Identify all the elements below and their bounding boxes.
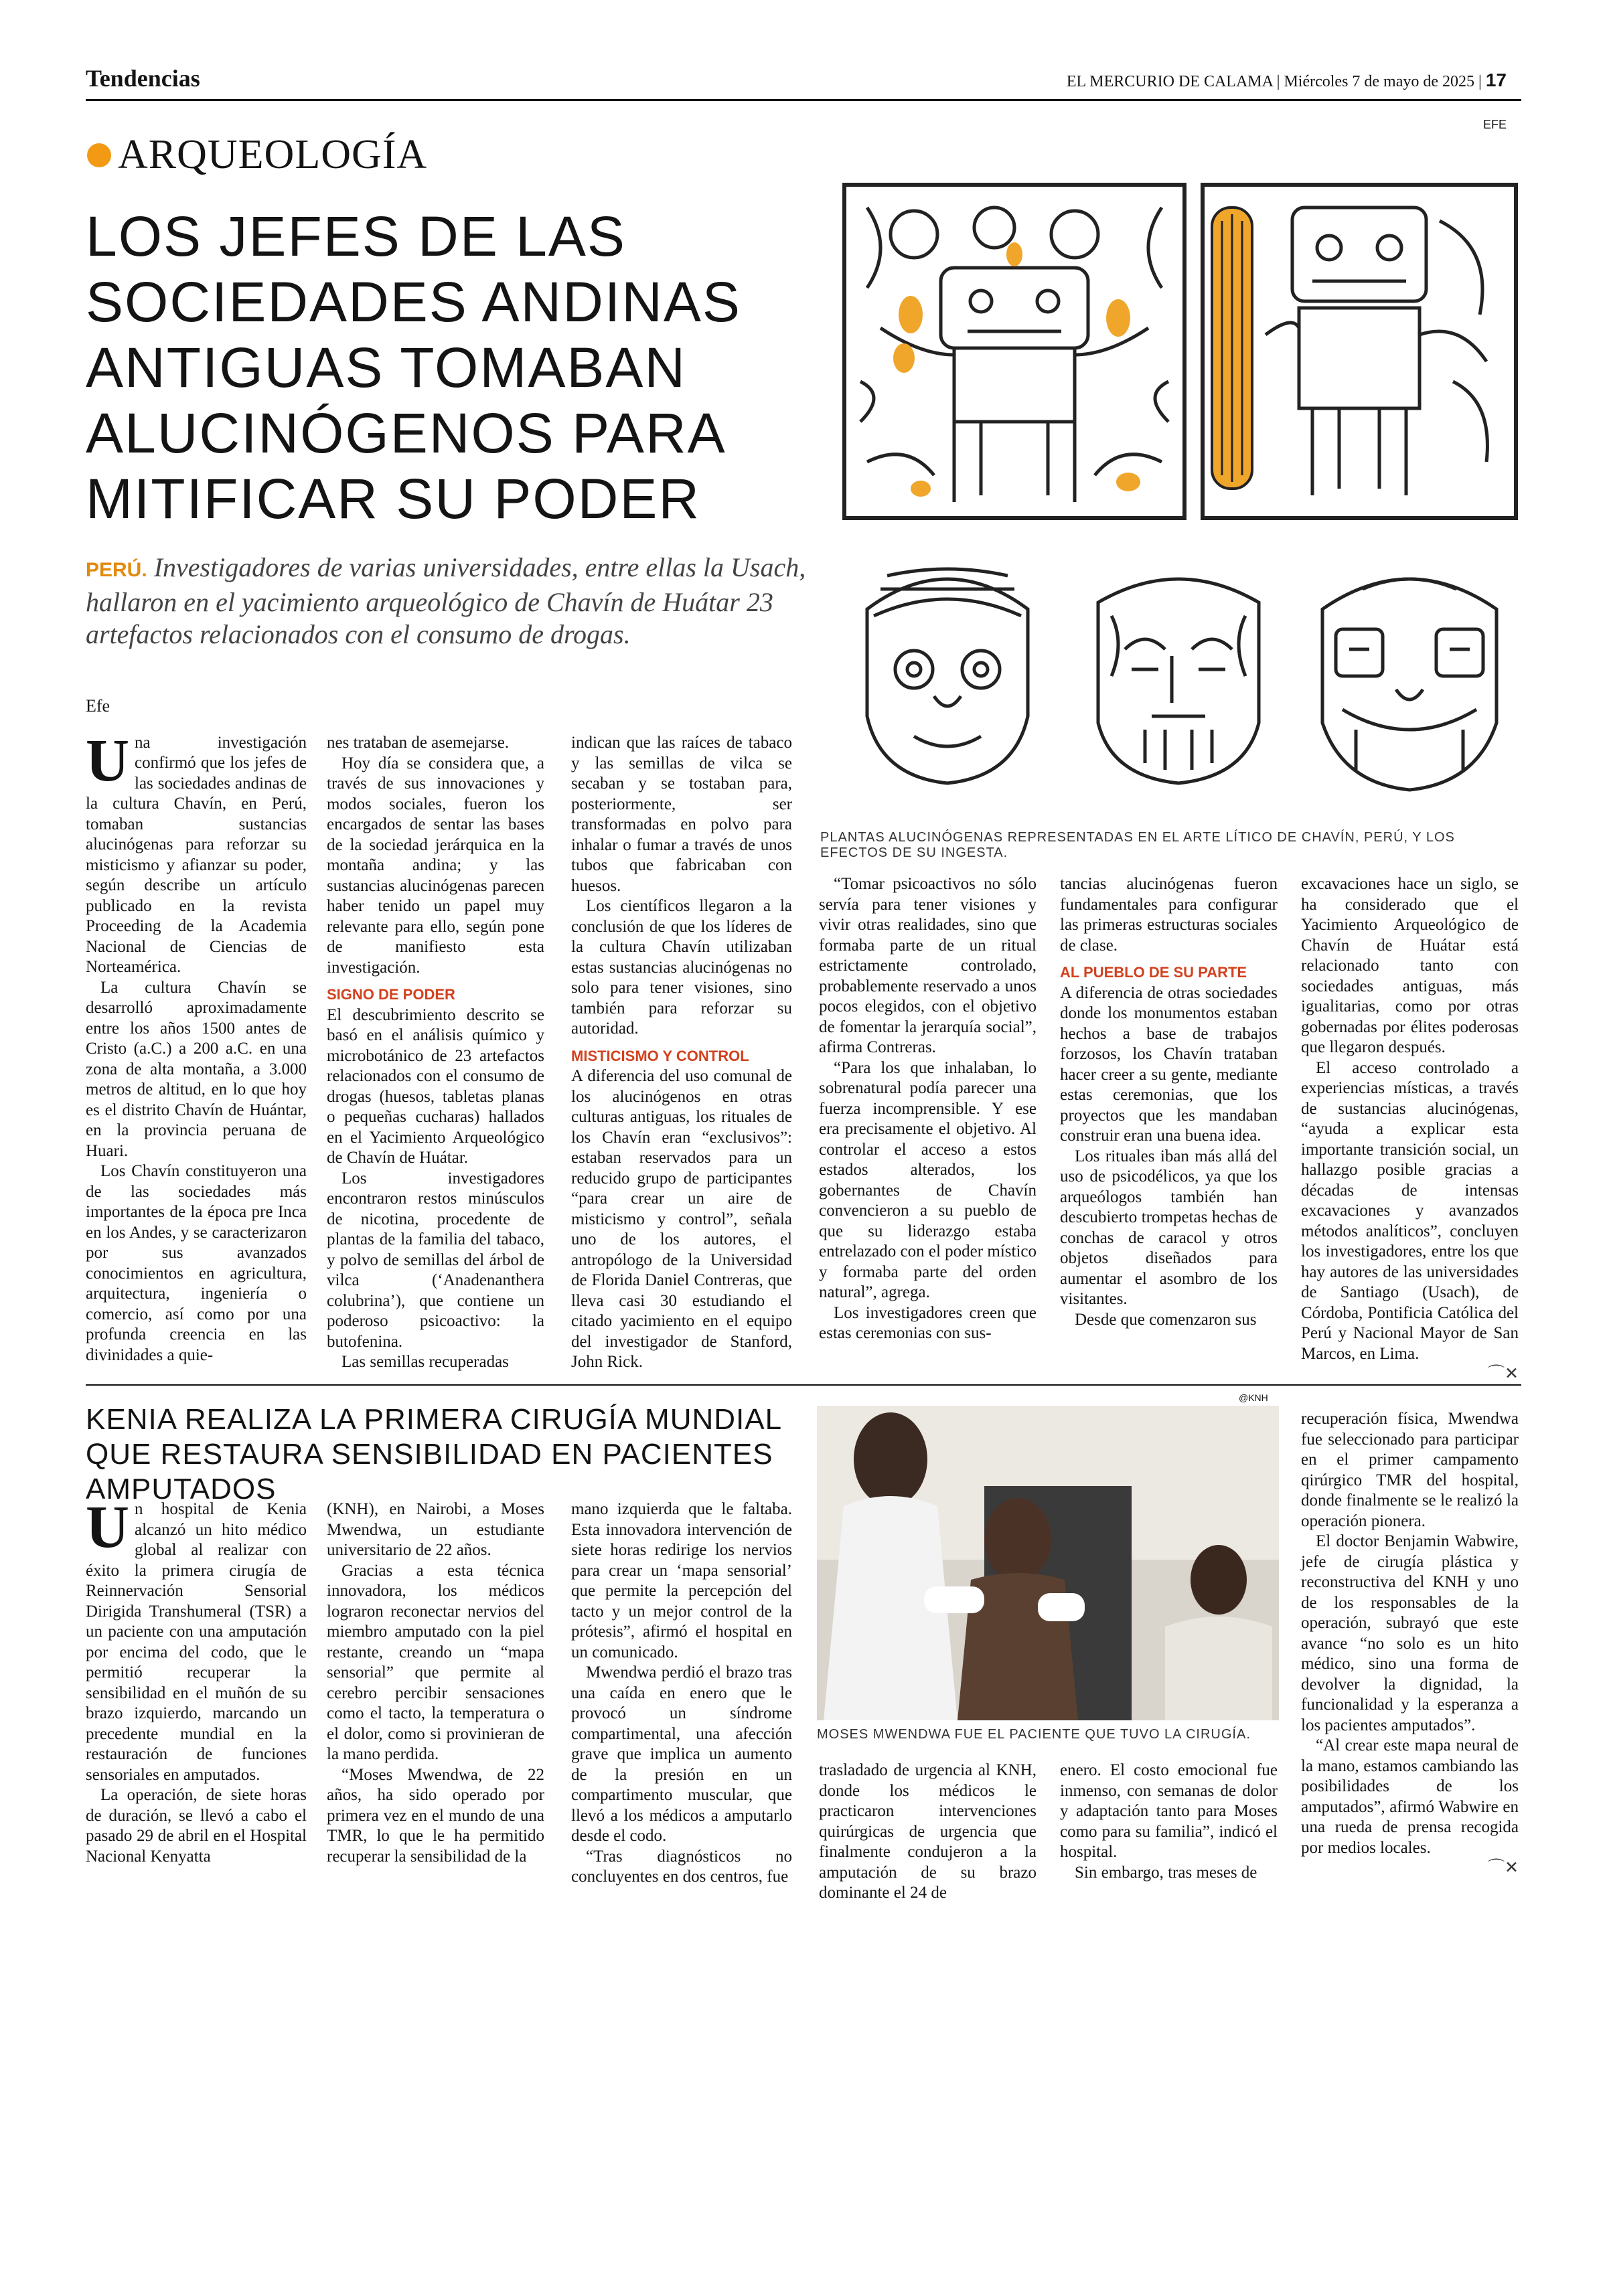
article2-column-2 bbox=[327, 1499, 544, 1867]
paragraph: A diferencia de otras sociedades donde los monumentos estaban hechos a base de trabajos forzosos, los Chavín trataban hacer creer a su gente, mediante estas ceremonias, que los proyectos que les mandaban construir eran una buena idea. bbox=[1060, 983, 1278, 1145]
article2-column-6 bbox=[1301, 1409, 1519, 1879]
paragraph: Sin embargo, tras meses de bbox=[1075, 1863, 1257, 1882]
paragraph: excavaciones hace un siglo, se ha considerado que el Yacimiento Arqueológico de Chavín de Huátar está relacionado tanto con sociedades antiguas, más igualitarias, como por otras gobernadas por élites poderosas que llegaron después. bbox=[1301, 875, 1519, 1056]
subhead-signo-de-poder: SIGNO DE PODER bbox=[327, 986, 455, 1003]
end-mark-icon: ⌒✕ bbox=[1488, 1859, 1519, 1877]
byline: Efe bbox=[86, 696, 110, 716]
paragraph-text: n hospital de Kenia alcanzó un hito médico global al realizar con éxito la primera cirugía de Reinnervación Sensorial Dirigida Transhumeral (TSR) a un paciente con una amputación por encima del codo, que le permitió recuperar la sensibilidad en el muñón de su brazo izquierdo, marcando un precedente mundial en la restauración de funciones sensoriales en amputados. bbox=[86, 1500, 307, 1784]
article1-column-1 bbox=[86, 696, 307, 1366]
paragraph bbox=[86, 1494, 307, 1785]
paragraph: enero. El costo emocional fue inmenso, con semanas de dolor y adaptación tanto para Moses como para su familia”, indicó el hospital. bbox=[1060, 1761, 1278, 1861]
article2-column-1 bbox=[86, 1494, 307, 1867]
paragraph: Los científicos llegaron a la conclusión de que los líderes de la cultura Chavín utilizaban estas sustancias alucinógenas no solo para tener visiones, sino también para reforzar su autoridad. bbox=[571, 897, 792, 1038]
end-mark-icon: ⌒✕ bbox=[1488, 1365, 1519, 1383]
paragraph: nes trataban de asemejarse. bbox=[327, 734, 510, 752]
paragraph: La cultura Chavín se desarrolló aproximadamente entre los años 1500 antes de Cristo (a.C.) a 200 a.C. en una zona de alta montaña, a 3.000 metros de altitud, en lo que hoy es el distrito Chavín de Huántar, en la provincia peruana de Huari. bbox=[86, 978, 307, 1160]
headline: LOS JEFES DE LAS SOCIEDADES ANDINAS ANTIGUAS TOMABAN ALUCINÓGENOS PARA MITIFICAR SU PODER bbox=[86, 205, 741, 530]
paragraph: “Al crear este mapa neural de la mano, estamos cambiando las posibilidades de los amputados”, afirmó Wabwire en una rueda de prensa recogida por medios locales. bbox=[1301, 1736, 1519, 1857]
paragraph: El descubrimiento descrito se basó en el análisis químico y microbotánico de 23 artefactos relacionados con el consumo de drogas (huesos, tabletas planas o pequeñas cucharas) hallados en el Yacimiento Arqueológico de Chavín de Huátar. bbox=[327, 1005, 544, 1167]
stone-head-illustration-1 bbox=[840, 556, 1055, 797]
paragraph: El doctor Benjamin Wabwire, jefe de cirugía plástica y reconstructiva del KNH y uno de los responsables de la operación, subrayó que este avance “no solo es un hito médico, sino una forma de devolver la dignidad, la funcionalidad y la esperanza a los pacientes amputados”. bbox=[1301, 1532, 1519, 1734]
issue-date: Miércoles 7 de mayo de 2025 bbox=[1284, 73, 1475, 90]
paragraph: Los Chavín constituyeron una de las sociedades más importantes de la época pre Inca en los Andes, y se caracterizaron por sus avanzados conocimientos en agricultura, arquitectura, ingeniería o comercio, así como por una profunda creencia en las divinidades a quie- bbox=[86, 1162, 307, 1364]
article2-column-4 bbox=[819, 1760, 1037, 1904]
photo-credit-knh: @KNH bbox=[1239, 1392, 1268, 1403]
paragraph: recuperación física, Mwendwa fue seleccionado para participar en el primer campamento qirúrgico TMR del hospital, donde finalmente se le realizó la operación pionera. bbox=[1301, 1410, 1519, 1530]
article1-column-2 bbox=[327, 733, 544, 1373]
paragraph: Las semillas recuperadas bbox=[341, 1353, 509, 1371]
paragraph: Hoy día se considera que, a través de sus innovaciones y modos sociales, fueron los encargados de sentar las bases de la sociedad jerárquica en la montaña andina; y las sustancias alucinógenas parecen haber tenido un papel muy relevante para ello, según pone de manifiesto esta investigación. bbox=[327, 754, 544, 977]
stone-head-illustration-3 bbox=[1302, 556, 1517, 797]
page-number: 17 bbox=[1485, 70, 1507, 90]
chavin-carving-illustration-2 bbox=[1199, 181, 1520, 522]
paragraph: (KNH), en Nairobi, a Moses Mwendwa, un estudiante universitario de 22 años. bbox=[327, 1500, 544, 1559]
paragraph: Los investigadores creen que estas ceremonias con sus- bbox=[819, 1303, 1037, 1342]
paragraph: trasladado de urgencia al KNH, donde los médicos le practicaron intervenciones quirúrgicas de urgencia que finalmente condujeron a la amputación de su brazo dominante el 24 de bbox=[819, 1761, 1037, 1902]
paragraph: El acceso controlado a experiencias místicas, a través de sustancias alucinógenas, “ayuda a explicar esta importante transición social, un hallazgo posible gracias a décadas de intensas excavaciones y avanzados métodos analíticos”, concluyen los investigadores, entre los que hay autores de las universidades de Santiago (Usach), de Córdoba, Pontificia Católica del Perú y Nacional Mayor de San Marcos, en Lima. bbox=[1301, 1058, 1519, 1363]
section-name: Tendencias bbox=[86, 65, 200, 92]
paragraph: “Para los que inhalaban, lo sobrenatural podía parecer una fuerza incomprensible. Y ese era precisamente el objetivo. Al controlar el acceso a estos estados alterados, los gobernantes de Chavín convencieron a su pueblo de que su liderazgo estaba entrelazado con el poder místico y formaba parte del orden natural”, agrega. bbox=[819, 1058, 1037, 1301]
subhead-al-pueblo-de-su-parte: AL PUEBLO DE SU PARTE bbox=[1060, 964, 1247, 981]
subhead-misticismo-y-control: MISTICISMO Y CONTROL bbox=[571, 1047, 749, 1064]
deck bbox=[86, 552, 809, 651]
surgery-patient-photo bbox=[817, 1406, 1279, 1720]
paragraph: Desde que comenzaron sus bbox=[1075, 1310, 1257, 1329]
article1-column-6 bbox=[1301, 874, 1519, 1385]
kicker: ARQUEOLOGÍA bbox=[118, 132, 428, 177]
headline-kenia: KENIA REALIZA LA PRIMERA CIRUGÍA MUNDIAL QUE RESTAURA SENSIBILIDAD EN PACIENTES AMPUTADOS bbox=[86, 1403, 781, 1505]
paragraph: mano izquierda que le faltaba. Esta innovadora intervención de siete horas redirige los nervios para crear un ‘mapa sensorial’ que permite la percepción del tacto y un mejor control de la prótesis”, afirmó el hospital en un comunicado. bbox=[571, 1500, 792, 1661]
masthead: EL MERCURIO DE CALAMA | Miércoles 7 de mayo de 2025 | 17 bbox=[1066, 70, 1507, 90]
paragraph: La operación, de siete horas de duración, se llevó a cabo el pasado 29 de abril en el Hospital Nacional Kenyatta bbox=[86, 1786, 307, 1866]
article1-column-4 bbox=[819, 874, 1037, 1344]
deck-dateline: PERÚ. bbox=[86, 559, 147, 581]
paragraph: tancias alucinógenas fueron fundamentales para configurar las primeras estructuras sociales de clase. bbox=[1060, 875, 1278, 955]
article2-column-3 bbox=[571, 1499, 792, 1888]
top-rule bbox=[86, 99, 1521, 101]
paragraph: Los rituales iban más allá del uso de psicodélicos, ya que los arqueólogos también han descubierto trompetas hechas de conchas de caracol y otros objetos diseñados para aumentar el asombro de los visitantes. bbox=[1060, 1147, 1278, 1308]
paragraph: Gracias a esta técnica innovadora, los médicos lograron reconectar nervios del miembro amputado con la piel restante, creando un “mapa sensorial” que permite al cerebro percibir sensaciones como el tacto, la temperatura o el dolor, como si provinieran de la mano perdida. bbox=[327, 1561, 544, 1763]
illustration-caption: PLANTAS ALUCINÓGENAS REPRESENTADAS EN EL ARTE LÍTICO DE CHAVÍN, PERÚ, Y LOS EFECTOS DE SU INGESTA. bbox=[820, 830, 1455, 860]
paragraph bbox=[86, 727, 307, 978]
paragraph: “Moses Mwendwa, de 22 años, ha sido operado por primera vez en el mundo de una TMR, lo que le ha permitido recuperar la sensibilidad de la bbox=[327, 1765, 544, 1866]
deck-text: Investigadores de varias universidades, entre ellas la Usach, hallaron en el yacimiento arqueológico de Chavín de Huátar 23 artefactos relacionados con el consumo de drogas. bbox=[86, 552, 806, 649]
section-divider bbox=[86, 1384, 1521, 1386]
article2-column-5 bbox=[1060, 1760, 1278, 1883]
paragraph: Mwendwa perdió el brazo tras una caída en enero que le provocó un síndrome compartimental, una afección grave que implica un aumento de la presión en un compartimento muscular, que llevó a los médicos a amputarlo desde el codo. bbox=[571, 1663, 792, 1845]
newspaper-name: EL MERCURIO DE CALAMA bbox=[1066, 73, 1273, 90]
paragraph: “Tomar psicoactivos no sólo servía para tener visiones y vivir otras realidades, sino que formaba parte de un ritual estrictamente controlado, probablemente reservado a unos pocos elegidos, con el objetivo de fomentar la jerarquía social”, afirma Contreras. bbox=[819, 875, 1037, 1056]
stone-head-illustration-2 bbox=[1071, 556, 1286, 797]
drop-cap: U bbox=[86, 727, 129, 794]
chavin-carving-illustration-1 bbox=[840, 181, 1189, 522]
paragraph: Los investigadores encontraron restos minúsculos de nicotina, procedente de plantas de la familia del tabaco, y polvo de semillas del árbol de vilca (‘Anadenanthera colubrina’), que contiene un poderoso psicoactivo: la butofenina. bbox=[327, 1169, 544, 1351]
photo-credit: EFE bbox=[1482, 118, 1507, 131]
article1-column-5 bbox=[1060, 874, 1278, 1330]
paragraph: indican que las raíces de tabaco y las semillas de vilca se secaban y se tostaban para, posteriormente, ser transformadas en polvo para inhalar o fumar a través de unos tubos que fabricaban con huesos. bbox=[571, 734, 792, 895]
paragraph: A diferencia del uso comunal de los alucinógenos en otras culturas antiguas, los rituales de los Chavín eran “exclusivos”: estaban reservados para un reducido grupo de participantes “para crear un aire de misticismo y control”, señala uno de los autores, el antropólogo de la Universidad de Florida Daniel Contreras, que lleva casi 30 estudiando el citado yacimiento en el equipo del investigador de Stanford, John Rick. bbox=[571, 1067, 792, 1371]
paragraph: “Tras diagnósticos no concluyentes en dos centros, fue bbox=[571, 1847, 792, 1886]
article1-column-3 bbox=[571, 733, 792, 1373]
photo-caption: MOSES MWENDWA FUE EL PACIENTE QUE TUVO LA CIRUGÍA. bbox=[817, 1727, 1251, 1742]
drop-cap: U bbox=[86, 1494, 129, 1560]
paragraph-text: na investigación confirmó que los jefes de las sociedades andinas de la cultura Chavín, en Perú, tomaban sustancias alucinógenas para reforzar su misticismo y afianzar su poder, según describe un artículo publicado en la revista Proceeding de la Academia Nacional de Ciencias de Norteamérica. bbox=[86, 733, 307, 976]
kicker-bullet-icon bbox=[87, 143, 111, 167]
